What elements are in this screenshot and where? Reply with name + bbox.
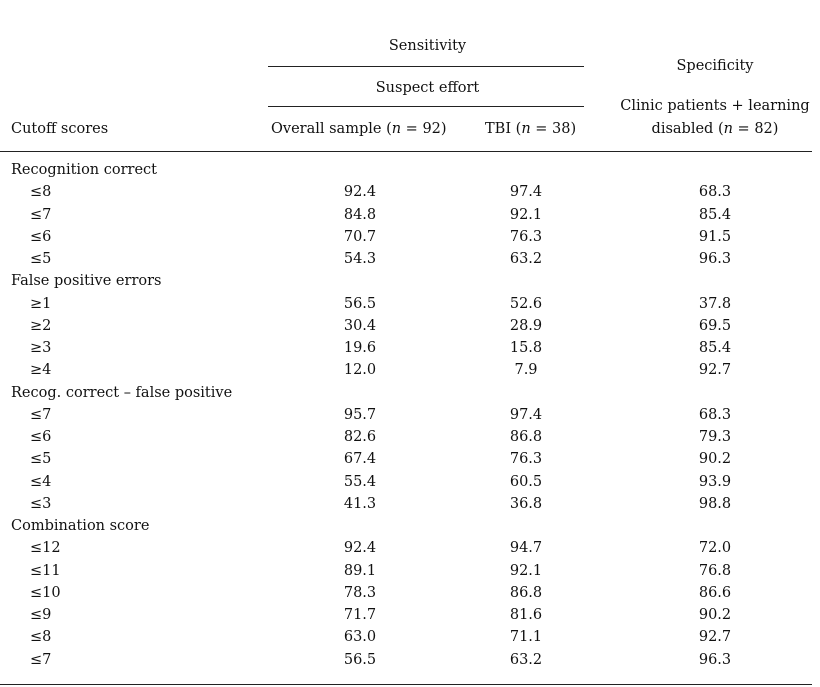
group-heading-row: [0, 385, 820, 407]
specificity-cell: 98.8: [698, 495, 732, 512]
tbi-cell: 97.4: [509, 406, 543, 423]
table-row: [0, 629, 820, 651]
overall-sample-cell: 71.7: [343, 607, 377, 623]
tbi-cell: 36.8: [509, 495, 543, 512]
tbi-header: TBI (n = 38): [485, 121, 577, 137]
specificity-cell: 90.2: [698, 451, 732, 468]
tbi-cell: 94.7: [509, 540, 543, 557]
tbi-cell: 76.3: [509, 228, 543, 245]
overall-sample-cell: 92.4: [343, 540, 377, 557]
cutoff-cell: ≤12: [30, 540, 61, 557]
cutoff-cell: ≤4: [30, 473, 52, 490]
overall-sample-cell: 63.0: [343, 629, 377, 646]
specificity-cell: 91.5: [698, 228, 732, 245]
tbi-cell: 15.8: [509, 340, 543, 356]
group-title: Recog. correct – false positive: [11, 384, 233, 401]
tbi-cell: 60.5: [509, 473, 543, 490]
overall-sample-cell: 56.5: [343, 295, 377, 312]
cutoff-cell: ≤7: [30, 406, 52, 423]
overall-sample-cell: 95.7: [343, 406, 377, 423]
cutoff-cell: ≤10: [30, 584, 61, 601]
table-row: [0, 652, 820, 674]
overall-sample-cell: 67.4: [343, 451, 377, 468]
table-row: [0, 607, 820, 629]
tbi-cell: 63.2: [509, 251, 543, 267]
tbi-cell: 71.1: [509, 629, 543, 646]
table-row: [0, 407, 820, 429]
cutoff-cell: ≤11: [30, 562, 61, 579]
table-row: [0, 362, 820, 384]
cutoff-cell: ≥3: [30, 340, 52, 356]
group-heading-row: [0, 162, 820, 184]
tbi-cell: 76.3: [509, 451, 543, 468]
specificity-header: Specificity: [676, 58, 754, 74]
header-bottom-rule: [0, 151, 812, 152]
tbi-cell: 52.6: [509, 295, 543, 312]
tbi-cell: 81.6: [509, 607, 543, 623]
cutoff-cell: ≤7: [30, 206, 52, 223]
specificity-cell: 72.0: [698, 540, 732, 557]
table-row: [0, 318, 820, 340]
cutoff-cell: ≤8: [30, 629, 52, 646]
specificity-cell: 96.3: [698, 251, 732, 267]
table-row: [0, 251, 820, 273]
overall-sample-header: Overall sample (n = 92): [271, 121, 447, 137]
table-row: [0, 229, 820, 251]
overall-sample-cell: 78.3: [343, 584, 377, 601]
sensitivity-header: Sensitivity: [388, 38, 467, 54]
overall-sample-cell: 92.4: [343, 184, 377, 201]
specificity-cell: 96.3: [698, 651, 732, 668]
table-row: [0, 540, 820, 562]
table-row: [0, 563, 820, 585]
specificity-cell: 86.6: [698, 584, 732, 601]
tbi-cell: 86.8: [509, 429, 543, 445]
overall-sample-cell: 41.3: [343, 495, 377, 512]
overall-sample-cell: 19.6: [343, 340, 377, 356]
table-row: [0, 429, 820, 451]
overall-sample-cell: 30.4: [343, 317, 377, 334]
cutoff-cell: ≥2: [30, 317, 52, 334]
table-row: [0, 207, 820, 229]
cutoff-cell: ≥1: [30, 295, 52, 312]
clinic-header-line2: disabled (n = 82): [651, 121, 779, 137]
overall-sample-cell: 54.3: [343, 251, 377, 267]
sensitivity-rule: [268, 66, 584, 67]
table-row: [0, 340, 820, 362]
tbi-cell: 92.1: [509, 562, 543, 579]
tbi-cell: 7.9: [514, 362, 538, 379]
group-heading-row: [0, 518, 820, 540]
overall-sample-cell: 12.0: [343, 362, 377, 379]
specificity-cell: 92.7: [698, 362, 732, 379]
table-bottom-rule: [0, 684, 812, 685]
specificity-cell: 37.8: [698, 295, 732, 312]
tbi-cell: 86.8: [509, 584, 543, 601]
clinic-header-line1: Clinic patients + learning: [620, 98, 810, 114]
specificity-cell: 68.3: [698, 406, 732, 423]
specificity-cell: 93.9: [698, 473, 732, 490]
group-title: Recognition correct: [11, 162, 157, 178]
group-title: False positive errors: [11, 273, 162, 290]
cutoff-cell: ≤3: [30, 495, 52, 512]
overall-sample-cell: 55.4: [343, 473, 377, 490]
cutoff-cell: ≤5: [30, 451, 52, 468]
cutoff-cell: ≤5: [30, 251, 52, 267]
cutoff-cell: ≤8: [30, 184, 52, 201]
overall-sample-cell: 56.5: [343, 651, 377, 668]
tbi-cell: 92.1: [509, 206, 543, 223]
table-row: [0, 451, 820, 473]
specificity-cell: 90.2: [698, 607, 732, 623]
table-row: [0, 474, 820, 496]
tbi-cell: 97.4: [509, 184, 543, 201]
specificity-cell: 76.8: [698, 562, 732, 579]
table-row: [0, 184, 820, 206]
suspect-effort-rule: [268, 106, 584, 107]
group-heading-row: [0, 273, 820, 295]
tbi-cell: 28.9: [509, 317, 543, 334]
tbi-cell: 63.2: [509, 651, 543, 668]
overall-sample-cell: 82.6: [343, 429, 377, 445]
suspect-effort-header: Suspect effort: [375, 80, 480, 96]
cutoff-scores-header: Cutoff scores: [11, 121, 109, 137]
cutoff-cell: ≤9: [30, 607, 52, 623]
table-row: [0, 496, 820, 518]
cutoff-cell: ≥4: [30, 362, 52, 379]
overall-sample-cell: 89.1: [343, 562, 377, 579]
cutoff-cell: ≤6: [30, 228, 52, 245]
specificity-cell: 68.3: [698, 184, 732, 201]
specificity-cell: 79.3: [698, 429, 732, 445]
table-row: [0, 585, 820, 607]
group-title: Combination score: [11, 518, 150, 534]
specificity-cell: 92.7: [698, 629, 732, 646]
cutoff-cell: ≤7: [30, 651, 52, 668]
specificity-cell: 85.4: [698, 206, 732, 223]
overall-sample-cell: 84.8: [343, 206, 377, 223]
table-row: [0, 296, 820, 318]
overall-sample-cell: 70.7: [343, 228, 377, 245]
cutoff-cell: ≤6: [30, 429, 52, 445]
specificity-cell: 85.4: [698, 340, 732, 356]
specificity-cell: 69.5: [698, 317, 732, 334]
